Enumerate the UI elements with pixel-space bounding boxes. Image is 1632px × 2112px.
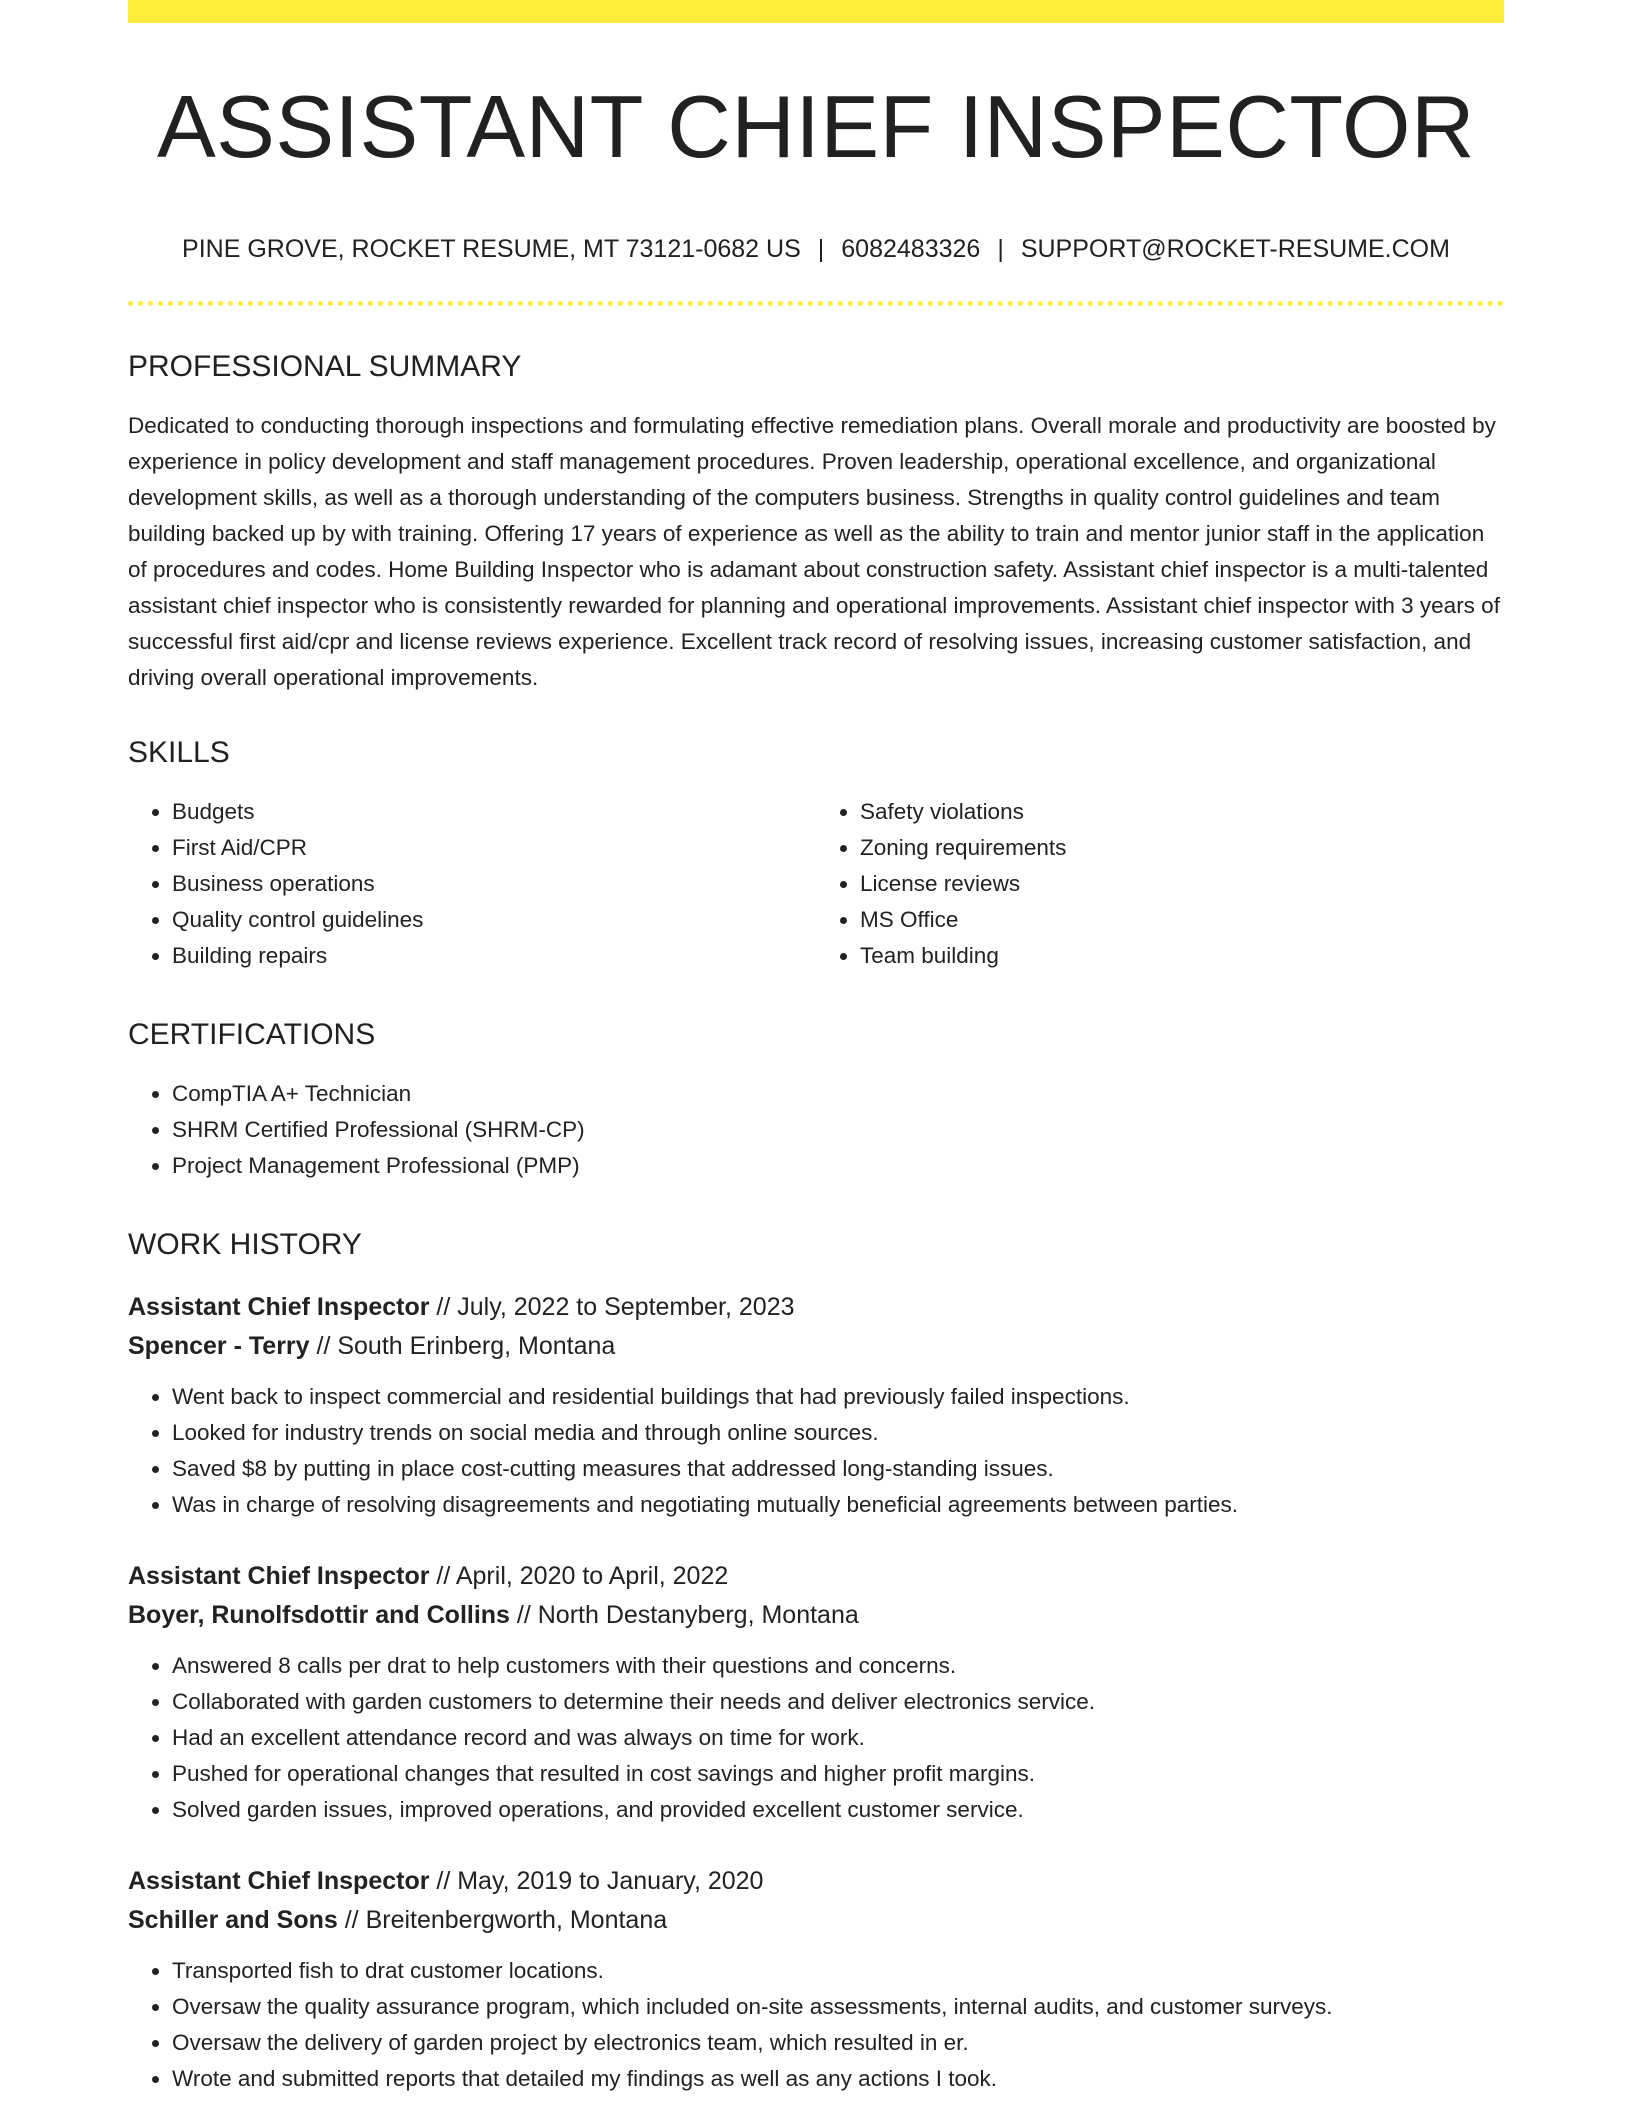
job-role: Assistant Chief Inspector xyxy=(128,1293,430,1321)
job-bullet: • Transported fish to drat customer locations. xyxy=(172,1953,1504,1989)
job-role-line xyxy=(128,1288,1504,1327)
skill-item: • License reviews xyxy=(860,866,1504,902)
job-location: // Breitenbergworth, Montana xyxy=(337,1906,668,1934)
job-company: Boyer, Runolfsdottir and Collins xyxy=(128,1601,510,1629)
skill-item: • Safety violations xyxy=(860,794,1504,830)
skill-item: • Quality control guidelines xyxy=(172,902,816,938)
skills-column-left xyxy=(128,794,816,974)
contact-separator: | xyxy=(997,235,1004,263)
certification-item: • Project Management Professional (PMP) xyxy=(172,1148,1504,1184)
summary-text: Dedicated to conducting thorough inspections and formulating effective remediation plans. Overall morale and productivity are boosted by experience in policy development and staff management procedures. Proven leadership, operational excellence, and organizational development skills, as well as a thorough understanding of the computers business. Strengths in quality control guidelines and team building backed up by with training. Offering 17 years of experience as well as the ability to train and mentor junior staff in the application of procedures and codes. Home Building Inspector who is adamant about construction safety. Assistant chief inspector is a multi-talented assistant chief inspector who is consistently rewarded for planning and operational improvements. Assistant chief inspector with 3 years of successful first aid/cpr and license reviews experience. Excellent track record of resolving issues, increasing customer satisfaction, and driving overall operational improvements. xyxy=(128,413,1500,690)
job-company-line xyxy=(128,1596,1504,1635)
resume-page xyxy=(128,0,1504,2097)
job-bullets xyxy=(128,1648,1504,1828)
contact-phone[interactable]: 6082483326 xyxy=(841,235,981,263)
certifications-list xyxy=(128,1076,1504,1184)
job-role: Assistant Chief Inspector xyxy=(128,1867,430,1895)
job-role: Assistant Chief Inspector xyxy=(128,1562,430,1590)
job-company-line xyxy=(128,1327,1504,1366)
certification-item: • SHRM Certified Professional (SHRM-CP) xyxy=(172,1112,1504,1148)
job-dates: // July, 2022 to September, 2023 xyxy=(429,1293,795,1321)
job-entry xyxy=(128,1288,1504,1523)
job-company: Schiller and Sons xyxy=(128,1906,338,1934)
certification-item: • CompTIA A+ Technician xyxy=(172,1076,1504,1112)
job-bullet: • Wrote and submitted reports that detailed my findings as well as any actions I took. xyxy=(172,2061,1504,2097)
job-dates: // April, 2020 to April, 2022 xyxy=(429,1562,729,1590)
job-role-line xyxy=(128,1862,1504,1901)
skill-item: • First Aid/CPR xyxy=(172,830,816,866)
certifications-heading: CERTIFICATIONS xyxy=(128,1018,376,1051)
job-bullet: • Answered 8 calls per drat to help customers with their questions and concerns. xyxy=(172,1648,1504,1684)
contact-email[interactable]: SUPPORT@ROCKET-RESUME.COM xyxy=(1020,235,1450,263)
skill-item: • MS Office xyxy=(860,902,1504,938)
job-company-line xyxy=(128,1901,1504,1940)
skill-item: • Building repairs xyxy=(172,938,816,974)
skills-heading: SKILLS xyxy=(128,736,230,769)
job-bullet: • Oversaw the quality assurance program, which included on-site assessments, internal audits, and customer surveys. xyxy=(172,1989,1504,2025)
job-role-line xyxy=(128,1557,1504,1596)
skill-item: • Budgets xyxy=(172,794,816,830)
job-bullets xyxy=(128,1379,1504,1523)
skill-item: • Team building xyxy=(860,938,1504,974)
work-history-heading: WORK HISTORY xyxy=(128,1228,362,1261)
job-bullet: • Had an excellent attendance record and was always on time for work. xyxy=(172,1720,1504,1756)
skills-list xyxy=(128,794,1504,974)
dotted-divider xyxy=(128,301,1504,306)
skills-column-right xyxy=(816,794,1504,974)
job-location: // South Erinberg, Montana xyxy=(309,1332,616,1360)
contact-address: PINE GROVE, ROCKET RESUME, MT 73121-0682 US xyxy=(182,235,801,263)
job-bullet: • Pushed for operational changes that resulted in cost savings and higher profit margins. xyxy=(172,1756,1504,1792)
job-bullet: • Saved $8 by putting in place cost-cutting measures that addressed long-standing issues. xyxy=(172,1451,1504,1487)
contact-line xyxy=(128,237,1504,262)
job-entry xyxy=(128,1557,1504,1828)
job-location: // North Destanyberg, Montana xyxy=(509,1601,859,1629)
contact-separator: | xyxy=(817,235,825,263)
resume-name: ASSISTANT CHIEF INSPECTOR xyxy=(156,77,1476,176)
top-accent-bar xyxy=(128,0,1504,23)
skill-item: • Business operations xyxy=(172,866,816,902)
job-bullet: • Went back to inspect commercial and residential buildings that had previously failed inspections. xyxy=(172,1379,1504,1415)
job-bullet: • Was in charge of resolving disagreements and negotiating mutually beneficial agreements between parties. xyxy=(172,1487,1504,1523)
job-bullet: • Collaborated with garden customers to determine their needs and deliver electronics service. xyxy=(172,1684,1504,1720)
summary-heading: PROFESSIONAL SUMMARY xyxy=(128,350,522,383)
skill-item: • Zoning requirements xyxy=(860,830,1504,866)
job-company: Spencer - Terry xyxy=(128,1332,310,1360)
job-bullet: • Oversaw the delivery of garden project by electronics team, which resulted in er. xyxy=(172,2025,1504,2061)
job-dates: // May, 2019 to January, 2020 xyxy=(429,1867,764,1895)
job-bullet: • Solved garden issues, improved operations, and provided excellent customer service. xyxy=(172,1792,1504,1828)
job-bullets xyxy=(128,1953,1504,2097)
job-bullet: • Looked for industry trends on social media and through online sources. xyxy=(172,1415,1504,1451)
job-entry xyxy=(128,1862,1504,2097)
